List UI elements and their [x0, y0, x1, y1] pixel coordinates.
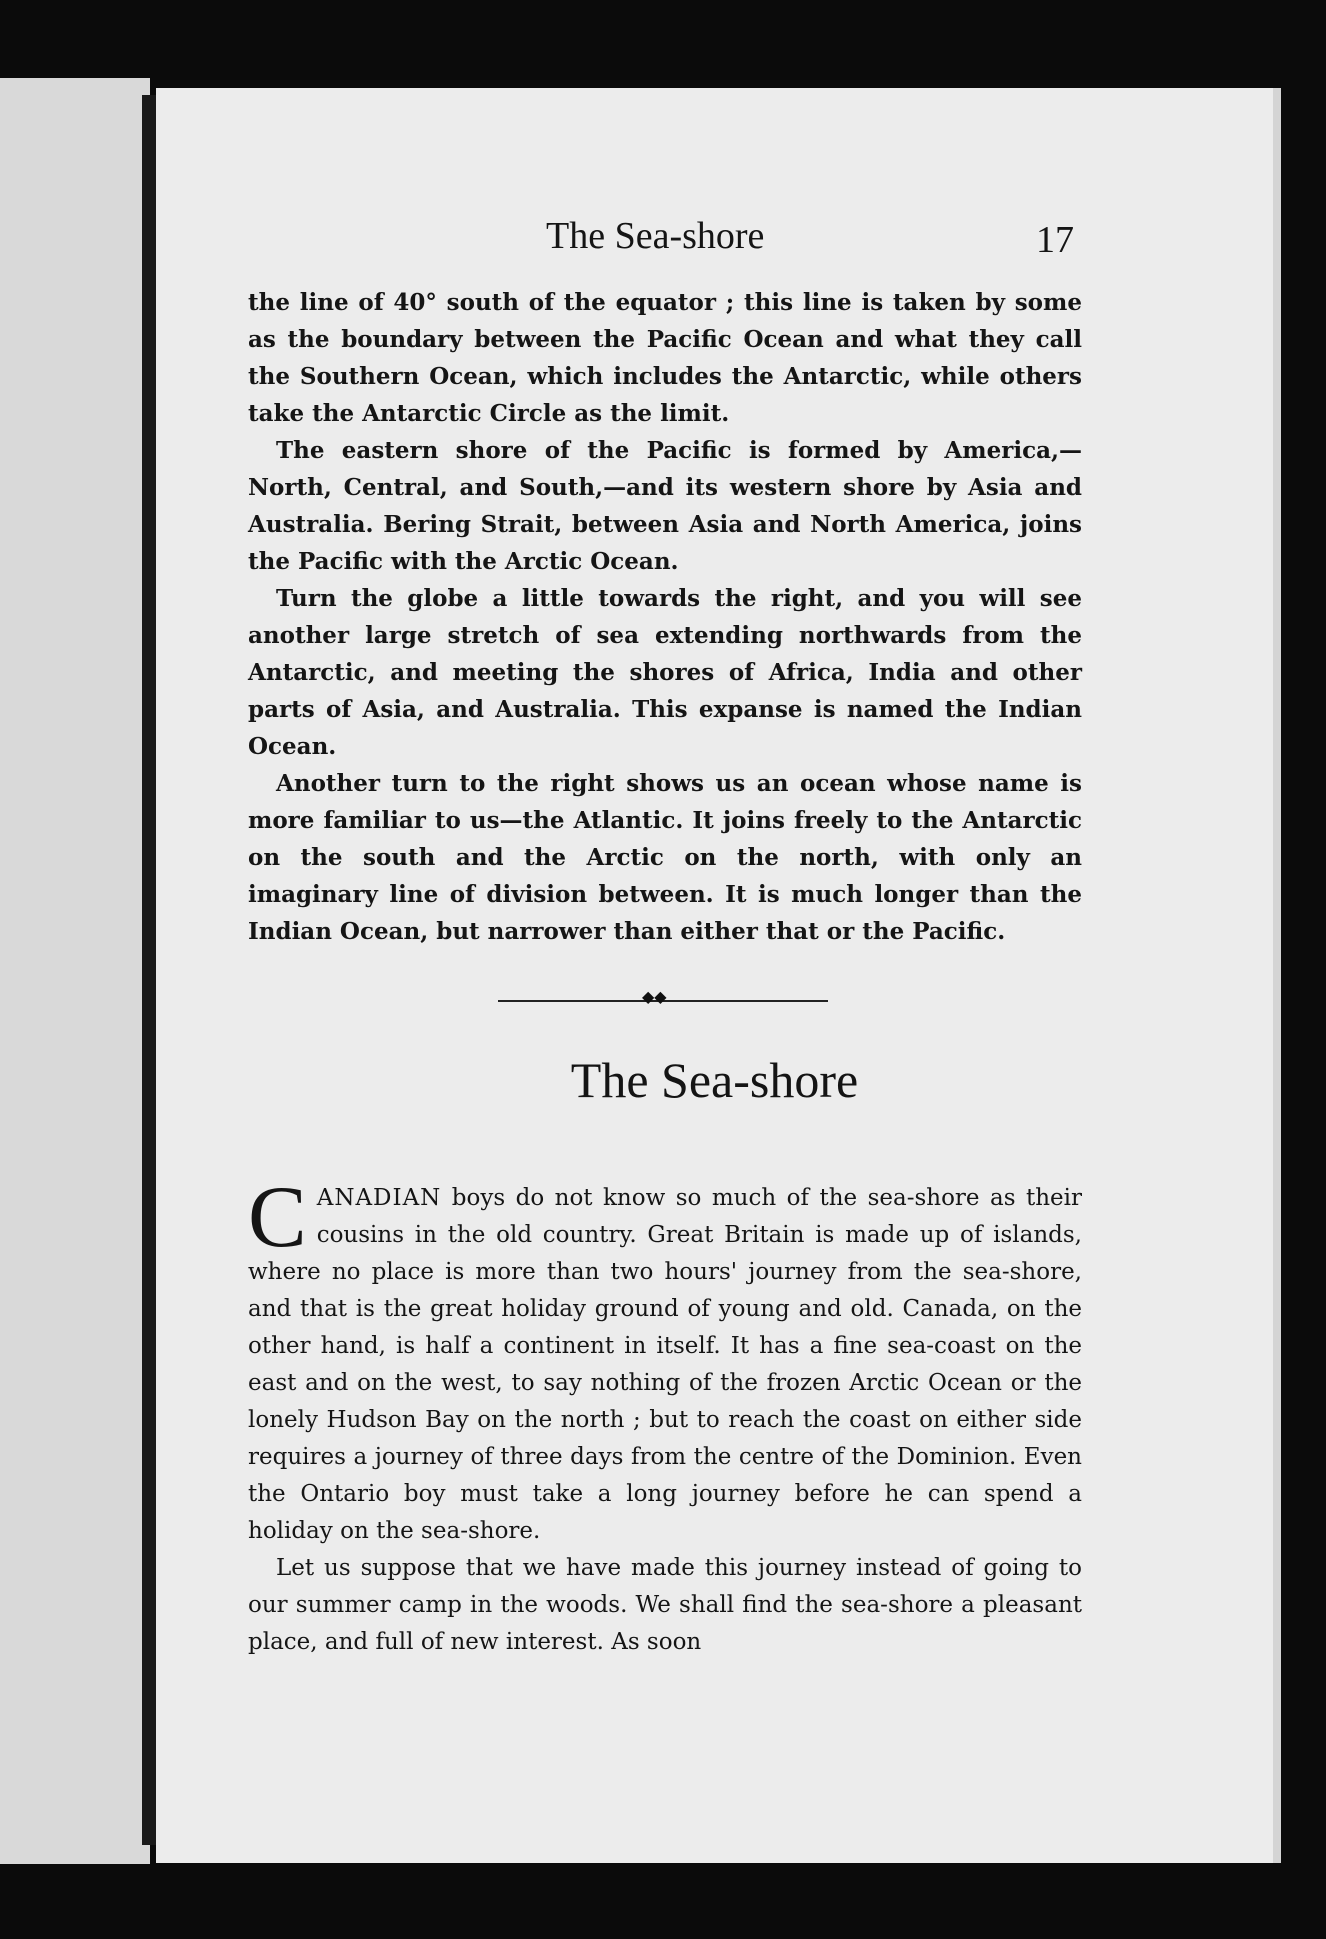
paragraph: The eastern shore of the Pacific is formed by America,—North, Central, and South,—and its western shore by Asia and Australia. Bering Strait, between Asia and North America, joins the Pacific with the Arctic Ocean.: [248, 437, 1082, 575]
divider-ornament: ◆◆: [642, 987, 667, 1006]
running-head: [156, 214, 1273, 264]
paragraph: the line of 40° south of the equator ; this line is taken by some as the boundary between the Pacific Ocean and what they call the Southern Ocean, which includes the Antarctic, while others take the Antarctic Circle as the limit.: [248, 289, 1082, 427]
facing-page-edge: [0, 78, 150, 1864]
opening-word: ANADIAN: [316, 1185, 442, 1211]
book-page: [156, 88, 1281, 1863]
section-text: [248, 1169, 1082, 1661]
section-heading: The Sea-shore: [570, 1052, 859, 1108]
book-gutter: [142, 95, 156, 1845]
continued-text: [248, 284, 1082, 950]
paragraph: Let us suppose that we have made this journey instead of going to our summer camp in the woods. We shall find the sea-shore a pleasant place, and full of new interest. As soon: [248, 1555, 1082, 1655]
drop-cap: C: [248, 1169, 307, 1266]
running-title: The Sea-shore: [546, 215, 765, 257]
paragraph: [248, 1169, 1082, 1550]
page-number: 17: [1036, 219, 1074, 261]
paragraph-text: boys do not know so much of the sea-shore as their cousins in the old country. Great Britain is made up of islands, where no place is more than two hours' journey from the sea-shore, and that is the great holiday ground of young and old. Canada, on the other hand, is half a continent in itself. It has a fine sea-coast on the east and on the west, to say nothing of the frozen Arctic Ocean or the lonely Hudson Bay on the north ; but to reach the coast on either side requires a journey of three days from the centre of the Dominion. Even the Ontario boy must take a long journey before he can spend a holiday on the sea-shore.: [248, 1185, 1082, 1544]
paragraph: Another turn to the right shows us an ocean whose name is more familiar to us—the Atlantic. It joins freely to the Antarctic on the south and the Arctic on the north, with only an imaginary line of division between. It is much longer than the Indian Ocean, but narrower than either that or the Pacific.: [248, 770, 1082, 945]
paragraph: Turn the globe a little towards the right, and you will see another large stretch of sea extending northwards from the Antarctic, and meeting the shores of Africa, India and other parts of Asia, and Australia. This expanse is named the Indian Ocean.: [248, 585, 1082, 760]
